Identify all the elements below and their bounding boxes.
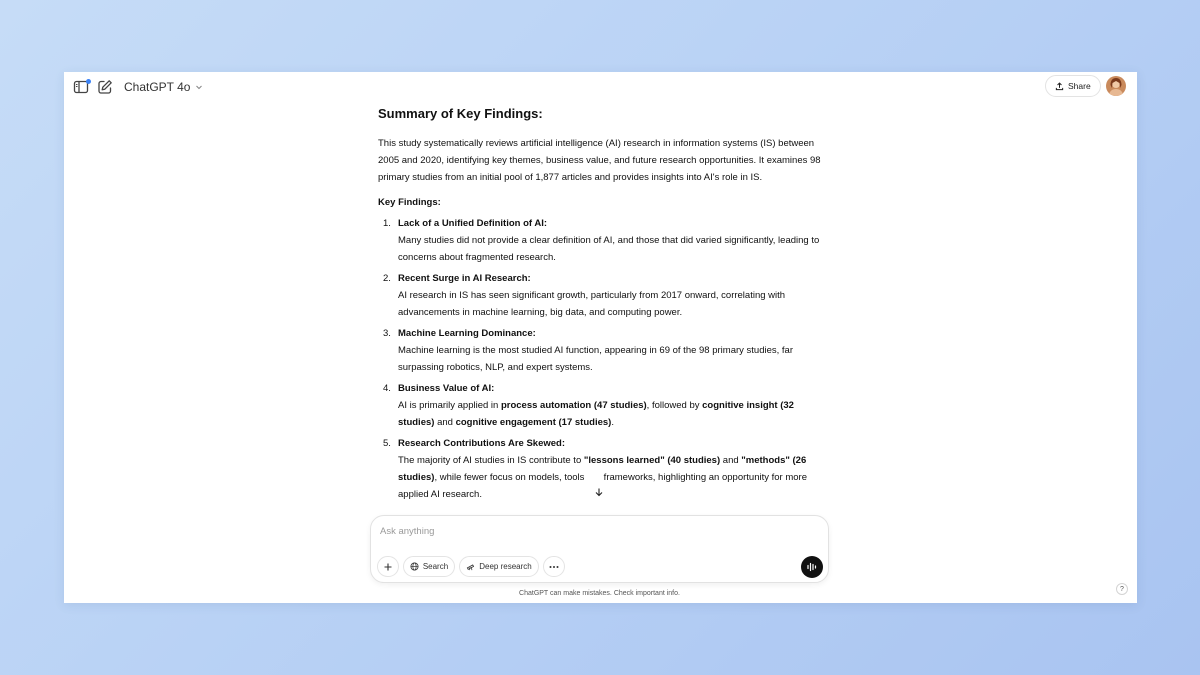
item-number: 3. <box>383 328 391 339</box>
list-item <box>378 270 822 321</box>
share-label: Share <box>1068 81 1091 91</box>
telescope-icon <box>466 562 475 571</box>
deep-research-label: Deep research <box>479 562 532 571</box>
new-chat-icon <box>97 79 113 95</box>
item-title: Recent Surge in AI Research: <box>398 273 531 284</box>
share-button[interactable] <box>1045 75 1101 97</box>
avatar-image <box>1106 76 1126 96</box>
item-title: Machine Learning Dominance: <box>398 328 536 339</box>
share-upload-icon <box>1055 82 1064 91</box>
findings-list <box>378 215 822 503</box>
intro-paragraph: This study systematically reviews artificial intelligence (AI) research in information systems (IS) between 2005 and 2020, identifying key themes, business value, and future research opportunities. It examines 98 primary studies from an initial pool of 1,877 articles and provides insights into AI's role in IS. <box>378 138 821 183</box>
help-button[interactable]: ? <box>1116 583 1128 595</box>
deep-research-button[interactable] <box>459 556 539 577</box>
item-number: 5. <box>383 438 391 449</box>
attach-button[interactable] <box>377 556 399 577</box>
sidebar-toggle-button[interactable] <box>73 79 91 97</box>
new-chat-button[interactable] <box>97 79 115 97</box>
item-number: 1. <box>383 218 391 229</box>
more-tools-button[interactable] <box>543 556 565 577</box>
model-selector[interactable] <box>124 80 203 94</box>
item-body: The majority of AI studies in IS contribute to "lessons learned" (40 studies) and "methods" (26 studies), while fewer focus on models, tools frameworks, highlighting an opportunity for more applied AI research. <box>398 455 807 500</box>
chevron-down-icon <box>195 83 203 91</box>
key-findings-heading: Key Findings: <box>378 197 441 208</box>
item-title: Lack of a Unified Definition of AI: <box>398 218 548 229</box>
search-label: Search <box>422 562 449 571</box>
search-button[interactable] <box>403 556 455 577</box>
scroll-to-bottom-button[interactable] <box>590 483 608 501</box>
message-composer <box>370 515 829 583</box>
chat-window <box>64 72 1137 603</box>
item-title: Research Contributions Are Skewed: <box>398 438 565 449</box>
voice-waveform-icon <box>806 561 818 573</box>
avatar[interactable] <box>1106 76 1126 96</box>
ellipsis-icon <box>549 565 559 569</box>
disclaimer-text: ChatGPT can make mistakes. Check important info. <box>519 590 680 597</box>
notification-dot <box>86 79 91 84</box>
prompt-input[interactable] <box>380 523 760 539</box>
item-body: AI research in IS has seen significant growth, particularly from 2017 onward, correlating with advancements in machine learning, big data, and computing power. <box>398 290 786 318</box>
list-item <box>378 215 822 266</box>
arrow-down-icon <box>594 487 604 497</box>
globe-icon <box>410 562 419 571</box>
item-body: AI is primarily applied in process automation (47 studies), followed by cognitive insight (32 studies) and cognitive engagement (17 studies). <box>398 400 794 428</box>
item-body: Many studies did not provide a clear definition of AI, and those that did varied significantly, leading to concerns about fragmented research. <box>398 235 820 263</box>
model-label: ChatGPT 4o <box>124 80 191 94</box>
voice-mode-button[interactable] <box>801 556 823 578</box>
item-title: Business Value of AI: <box>398 383 495 394</box>
plus-icon <box>383 562 393 572</box>
summary-heading: Summary of Key Findings: <box>378 106 543 121</box>
item-body: Machine learning is the most studied AI function, appearing in 69 of the 98 primary studies, far surpassing robotics, NLP, and expert systems. <box>398 345 794 373</box>
list-item <box>378 380 822 431</box>
item-number: 2. <box>383 273 391 284</box>
top-bar <box>64 72 1137 102</box>
assistant-message <box>378 102 822 507</box>
list-item <box>378 325 822 376</box>
item-number: 4. <box>383 383 391 394</box>
